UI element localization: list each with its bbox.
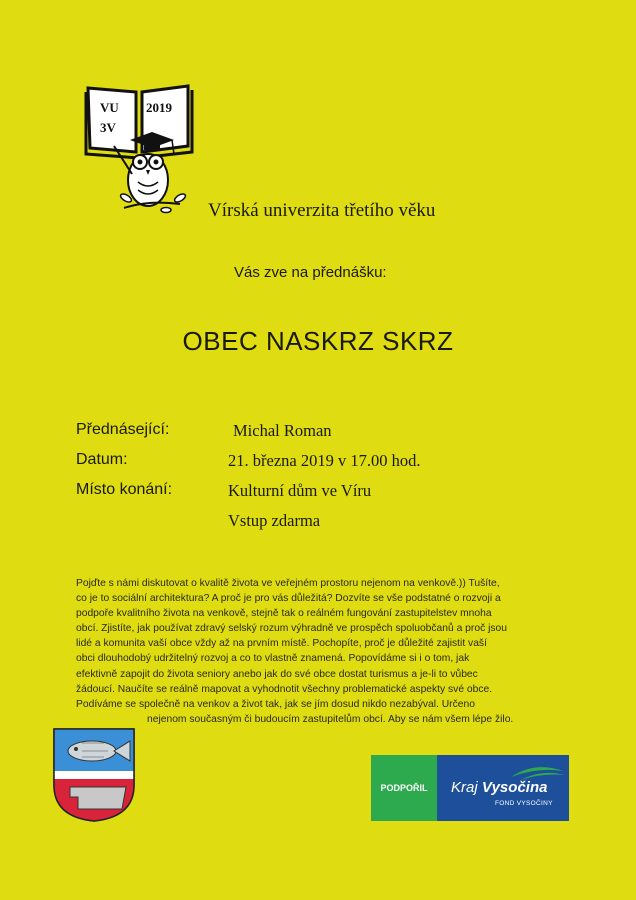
description-line: obcí. Zjistíte, jak používat zdravý selský rozum výhradně ve prospěch spoluobčanů a proč jsou: [76, 623, 507, 635]
description-line: Podíváme se společně na venkov a život tak, jak se jím dosud nikdo nezabýval. Určeno: [76, 698, 475, 710]
venue-value: Kulturní dům ve Víru: [228, 481, 372, 500]
book-right-year: 2019: [146, 100, 172, 115]
university-name: Vírská univerzita třetího věku: [208, 200, 436, 221]
brand-prefix: Kraj: [451, 779, 478, 796]
sponsor-subtitle: FOND VYSOČINY: [495, 800, 553, 807]
sponsor-banner: [371, 755, 569, 821]
speaker-value: Michal Roman: [233, 421, 332, 440]
invite-text: Vás zve na přednášku:: [234, 264, 387, 281]
description-line: efektivně zapojit do života seniory anebo jak do své obce dostat turismus a je-li to vůbec: [76, 668, 478, 680]
sponsor-brand: [451, 779, 547, 796]
date-value: 21. března 2019 v 17.00 hod.: [228, 451, 421, 470]
description-line: co je to sociální architektura? A proč je pro vás důležitá? Dozvíte se vše podstatné o rozvoji a: [76, 593, 501, 605]
description-line: nejenom současným či budoucím zastupitelům obcí. Aby se nám všem lépe žilo.: [147, 713, 514, 725]
description-line: lidé a komunita vaší obce vždy až na prvním místě. Pochopíte, proč je důležité zajistit vaší: [76, 638, 487, 650]
book-left-line1: VU: [100, 100, 119, 115]
description-line: žádoucí. Naučíte se reálně mapovat a vyhodnotit všechny problematické aspekty své obce.: [76, 683, 493, 695]
brand-name: Vysočina: [481, 779, 548, 796]
speaker-label: Přednásející:: [76, 421, 170, 438]
description-line: podpoře kvalitního života na venkově, stejně tak o reálném fungování zastupitelstev mnoha: [76, 608, 492, 620]
owl-graduate-book-icon: [84, 82, 196, 216]
description-line: Pojďte s námi diskutovat o kvalitě života ve veřejném prostoru nejenom na venkově.)) Tušíte,: [76, 578, 500, 589]
date-label: Datum:: [76, 451, 128, 468]
lecture-title: OBEC NASKRZ SKRZ: [182, 326, 454, 356]
lecture-description: [76, 576, 566, 727]
sponsor-logo: [437, 755, 569, 821]
sponsor-label: PODPOŘIL: [371, 755, 437, 821]
coat-of-arms-fish-icon: [52, 727, 136, 823]
book-left-line2: 3V: [100, 120, 116, 135]
venue-label: Místo konání:: [76, 481, 173, 498]
admission-value: Vstup zdarma: [228, 511, 321, 530]
description-line: obci dlouhodobý udržitelný rozvoj a co to vlastně znamená. Popovídáme si i o tom, jak: [76, 653, 470, 665]
